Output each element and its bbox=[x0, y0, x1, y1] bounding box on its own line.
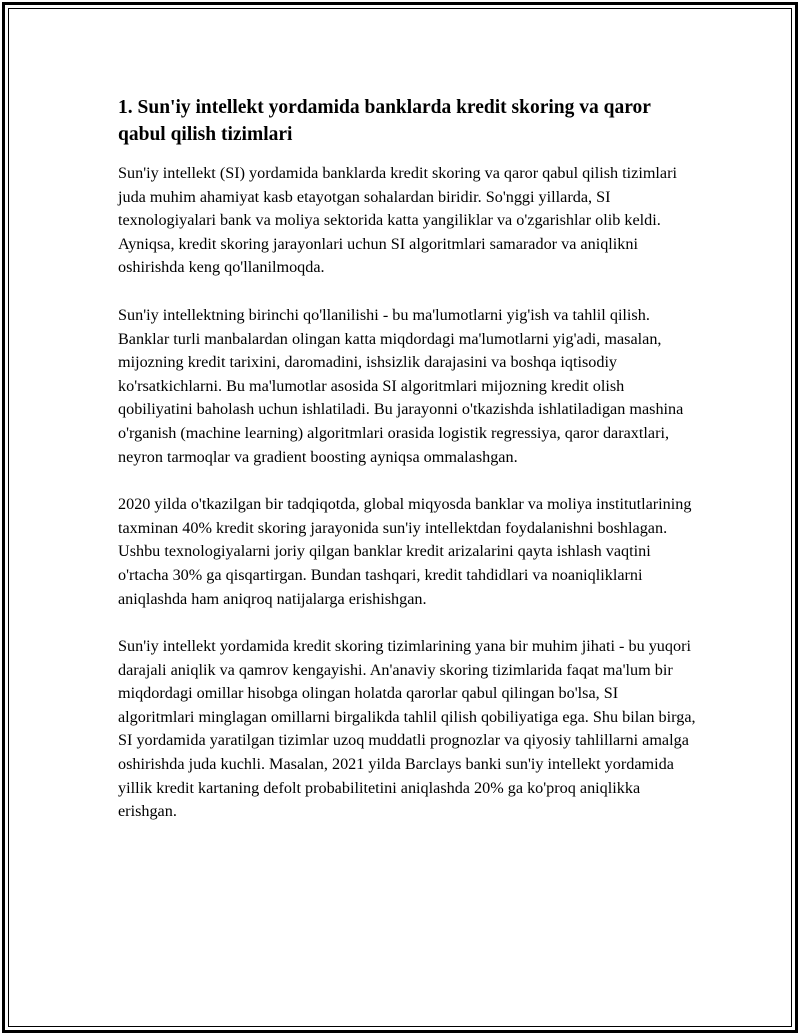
section-heading: 1. Sun'iy intellekt yordamida banklarda kredit skoring va qaror qabul qilish tizimlari bbox=[118, 97, 651, 145]
paragraph-3: 2020 yilda o'tkazilgan bir tadqiqotda, global miqyosda banklar va moliya institutlarining taxminan 40% kredit skoring jarayonida sun'iy intellektdan foydalanishni boshlagan. Ushbu texnologiyalarni joriy qilgan banklar kredit arizalarini qayta ishlash vaqtini o'rtacha 30% ga qisqartirgan. Bundan tashqari, kredit tahdidlari va noaniqliklarni aniqlashda ham aniqroq natijalarga erishishgan. bbox=[118, 495, 692, 608]
paragraph-2: Sun'iy intellektning birinchi qo'llanilishi - bu ma'lumotlarni yig'ish va tahlil qilish. Banklar turli manbalardan olingan katta miqdordagi ma'lumotlarni yig'adi, masalan, mijozning kredit tarixini, daromadini, ishsizlik darajasini va boshqa iqtisodiy ko'rsatkichlarni. Bu ma'lumotlar asosida SI algoritmlari mijozning kredit olish qobiliyatini baholash uchun ishlatiladi. Bu jarayonni o'tkazishda ishlatiladigan mashina o'rganish (machine learning) algoritmlari orasida logistik regressiya, qaror daraxtlari, neyron tarmoqlar va gradient boosting ayniqsa ommalashgan. bbox=[118, 305, 684, 466]
document-body bbox=[118, 94, 698, 848]
paragraph-1: Sun'iy intellekt (SI) yordamida banklarda kredit skoring va qaror qabul qilish tizimlari juda muhim ahamiyat kasb etayotgan sohalardan biridir. So'nggi yillarda, SI texnologiyalari bank va moliya sektorida katta yangiliklar va o'zgarishlar olib keldi. Ayniqsa, kredit skoring jarayonlari uchun SI algoritmlari samarador va aniqlikni oshirishda keng qo'llanilmoqda. bbox=[118, 164, 678, 277]
paragraph-4: Sun'iy intellekt yordamida kredit skoring tizimlarining yana bir muhim jihati - bu yuqori darajali aniqlik va qamrov kengayishi. An'anaviy skoring tizimlarida faqat ma'lum bir miqdordagi omillar hisobga olingan holatda qarorlar qabul qilingan bo'lsa, SI algoritmlari minglagan omillarni birgalikda tahlil qilish qobiliyatiga ega. Shu bilan birga, SI yordamida yaratilgan tizimlar uzoq muddatli prognozlar va qiyosiy tahlillarni amalga oshirishda juda kuchli. Masalan, 2021 yilda Barclays banki sun'iy intellekt yordamida yillik kredit kartaning defolt probabilitetini aniqlashda 20% ga ko'proq aniqlikka erishgan. bbox=[118, 637, 696, 821]
